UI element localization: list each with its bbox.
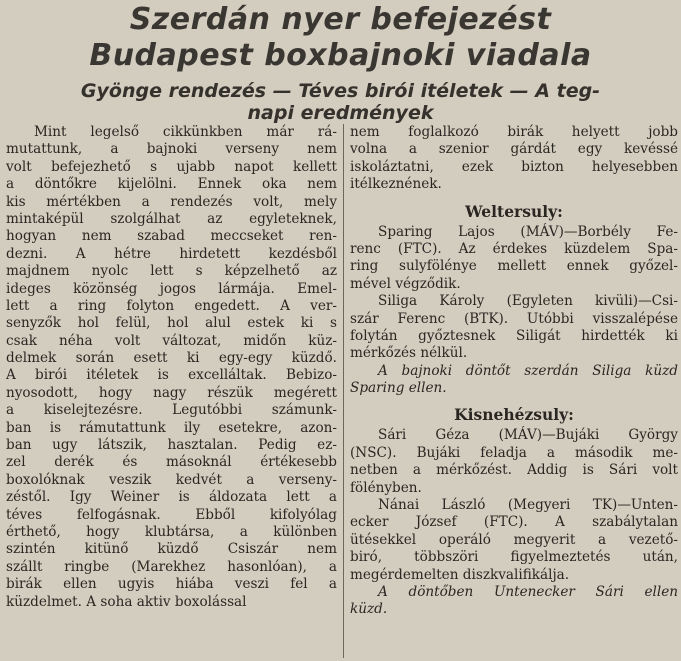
text-line: fölényben. — [350, 479, 422, 496]
subheadline-line-2: napi eredmények — [247, 102, 434, 124]
text-line: mérkőzés nélkül. — [350, 345, 468, 362]
left-article-column — [6, 124, 337, 611]
text-line: birák ellen ugyis hiába veszi fel a — [6, 576, 337, 593]
text-line: ban ugy látszik, hasztalan. Pedig ez- — [6, 437, 337, 454]
text-line: A birói itéletek is excelláltak. Bebizo- — [6, 367, 337, 384]
text-line: szár Ferenc (BTK). Utóbbi visszalépése — [350, 310, 678, 327]
text-line: dezni. A hétre hirdetett kezdésből — [6, 245, 337, 262]
headline-line-2: Budapest boxbajnoki viadala — [89, 38, 592, 73]
text-line: téves felfogásnak. Ebből kifolyólag — [6, 506, 337, 523]
text-line: majdnem nyolc lett s képzelhető az — [6, 263, 337, 280]
text-line: volt befejezhető s ujabb napot kellett — [6, 158, 337, 175]
text-line: ban is rámutattunk ily esetekre, azon- — [6, 419, 337, 436]
text-line: Siliga Károly (Egyleten kivüli)—Csi- — [378, 293, 678, 310]
text-line: a kiselejtezésre. Legutóbbi számunk- — [6, 402, 337, 419]
text-line: nyosodott, hogy nagy részük megérett — [6, 384, 337, 401]
text-line: renc (FTC). Az érdekes küzdelem Spa- — [350, 240, 678, 257]
text-line: nem foglalkozó birák helyett jobb — [350, 124, 678, 140]
text-line: Mint legelső cikkünkben már rá- — [34, 124, 337, 140]
text-line: ütésekkel operáló megyerit a vezető- — [350, 531, 678, 548]
text-line: szintén kitünő küzdő Csiszár nem — [6, 541, 337, 558]
text-line: boxolóknak veszik kedvét a verseny- — [6, 471, 337, 488]
text-line: hogyan nem szabad meccseket ren- — [6, 228, 337, 245]
text-line: ecker József (FTC). A szabálytalan — [350, 514, 678, 531]
text-line: mével végződik. — [350, 275, 461, 292]
text-line: küzdelmet. A soha aktiv boxolással — [6, 593, 247, 610]
text-line: biró, többszöri figyelmeztetés után, — [350, 549, 678, 566]
section-heading: Weltersuly: — [465, 201, 563, 221]
text-line: mutattunk, a bajnoki verseny nem — [6, 141, 337, 158]
text-line: volna a szenior gárdát egy kevéssé — [350, 141, 678, 158]
text-line: netben a mérkőzést. Addig is Sári volt — [350, 462, 678, 479]
right-article-column — [350, 124, 678, 619]
text-line: lett a ring folyton engedett. A ver- — [6, 297, 337, 314]
text-line: küzd. — [350, 601, 388, 618]
text-line: Nánai László (Megyeri TK)—Unten- — [378, 497, 678, 514]
text-line: csak néha volt változat, midőn küz- — [6, 332, 337, 349]
text-line: ring sulyfölénye mellett ennek győzel- — [350, 258, 678, 275]
text-line: Sári Géza (MÁV)—Bujáki György — [378, 427, 678, 444]
text-line: A döntőben Untenecker Sári ellen — [378, 583, 678, 600]
text-line: ideges közönség jogos lármája. Emel- — [6, 280, 337, 297]
headline-line-1: Szerdán nyer befejezést — [129, 2, 552, 37]
text-line: kis mértékben a rendezés volt, mely — [6, 193, 337, 210]
text-line: iskoláztatni, ezek bizton helyesebben — [350, 158, 678, 175]
text-line: delmek során esett ki egy-egy küzdő. — [6, 350, 337, 367]
text-line: a döntőkre kijelölni. Ennek oka nem — [6, 176, 337, 193]
text-line: zel derék és másoknál értékesebb — [6, 454, 337, 471]
section-heading: Kisnehézsuly: — [454, 405, 574, 425]
text-line: Sparing Lajos (MÁV)—Borbély Fe- — [378, 223, 678, 240]
text-line: senyzők hol felül, hol alul estek ki s — [6, 315, 337, 332]
text-line: (NSC). Bujáki feladja a második me- — [350, 444, 678, 461]
text-line: folytán győztesnek Siligát hirdették ki — [350, 327, 678, 344]
text-line: mintaképül szolgálhat az egyleteknek, — [6, 210, 337, 227]
column-divider — [343, 124, 344, 658]
subheadline-line-1: Gyönge rendezés — Téves birói itéletek — A teg- — [80, 80, 601, 102]
text-line: Sparing ellen. — [350, 380, 447, 397]
text-line: zéstől. Igy Weiner is áldozata lett a — [6, 489, 337, 506]
text-line: A bajnoki döntőt szerdán Siliga küzd — [378, 362, 678, 379]
text-line: szállt ringbe (Marekhez hasonlóan), a — [6, 558, 337, 575]
text-line: itélkeznének. — [350, 176, 442, 193]
text-line: megérdemelten diszkvalifikálja. — [350, 566, 570, 583]
text-line: érthető, hogy klubtársa, a különben — [6, 523, 337, 540]
